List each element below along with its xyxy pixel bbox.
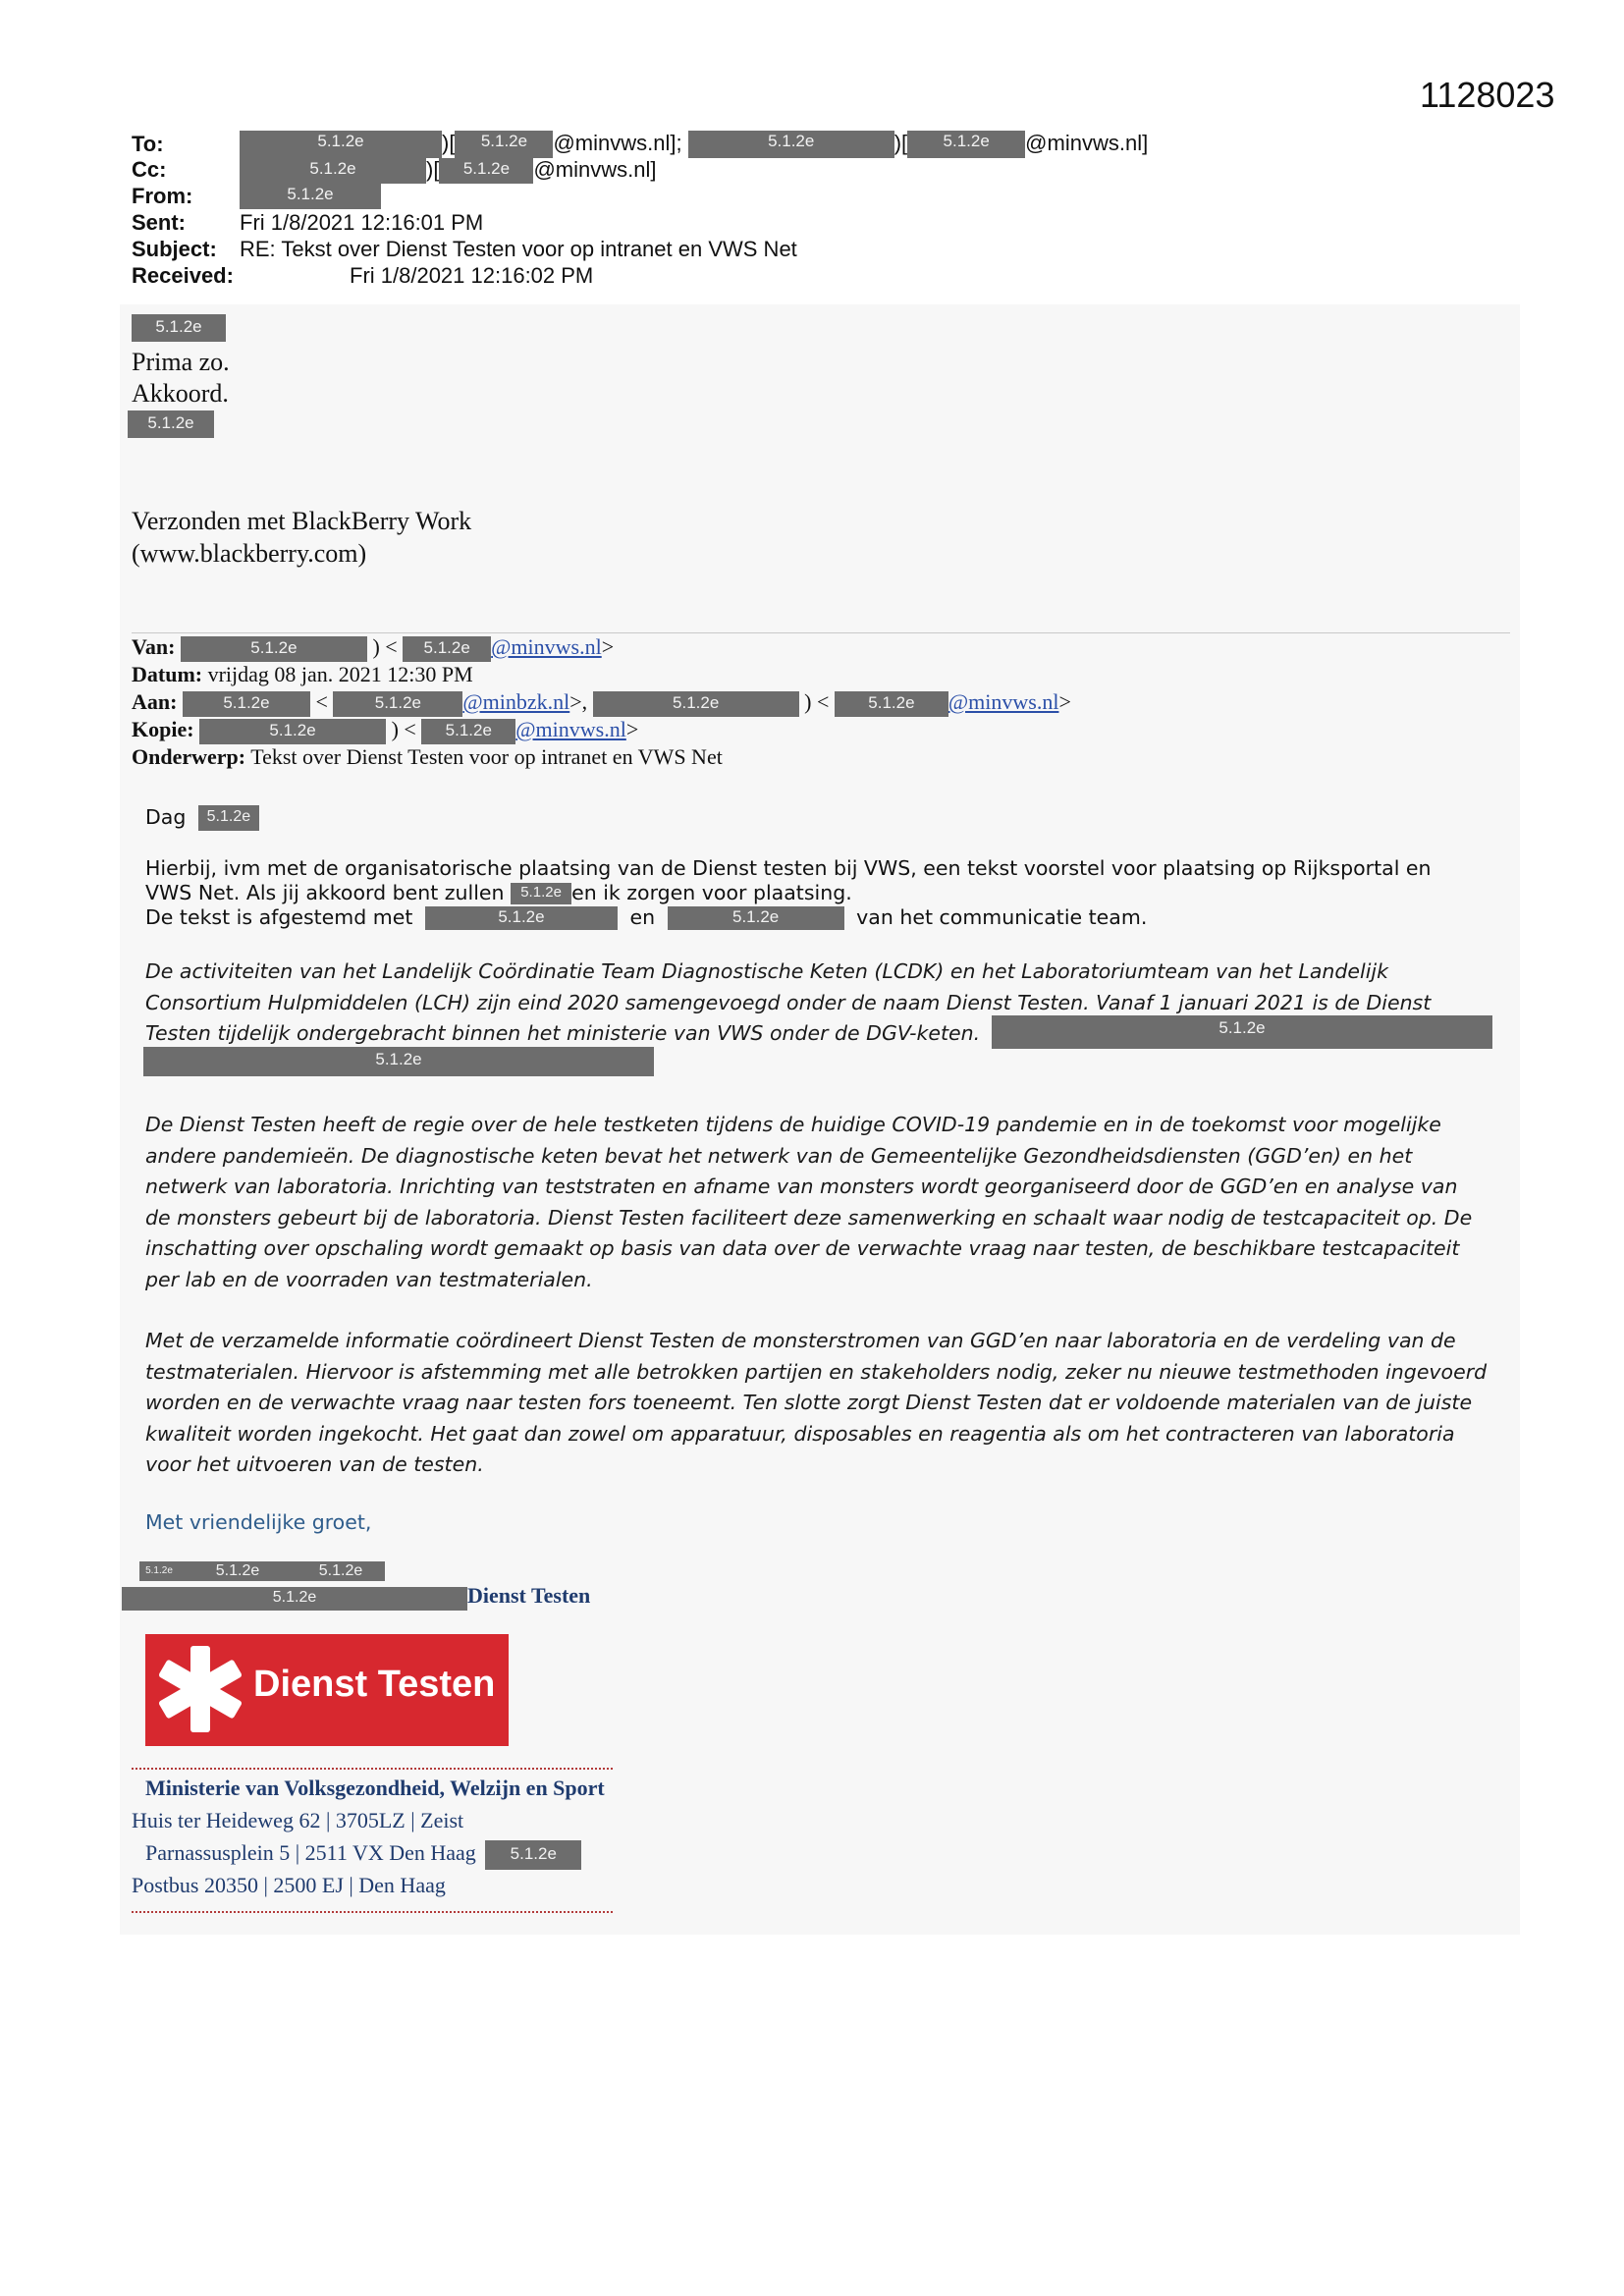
paragraph-2 (145, 1110, 1490, 1295)
p3-line: kwaliteit worden ingekocht. Het gaat dan zowel om apparatuur, disposables en reagentia als om het contracteren van laboratoria (145, 1421, 1455, 1446)
sent-value: Fri 1/8/2021 12:16:01 PM (240, 210, 484, 235)
subject-value: RE: Tekst over Dienst Testen voor op intranet en VWS Net (240, 237, 797, 261)
greeting-text: Dag (145, 805, 187, 829)
aan-email-link-1[interactable]: @minbzk.nl (462, 689, 570, 714)
p2-line: per lab en de voorraden van testmaterialen. (145, 1267, 593, 1291)
datum-value: vrijdag 08 jan. 2021 12:30 PM (207, 662, 473, 686)
signature-org: Dienst Testen (467, 1583, 591, 1608)
redaction-box: 5.1.2e (199, 719, 386, 744)
sent-label: Sent: (132, 210, 186, 235)
aan-label: Aan: (132, 689, 178, 714)
signature-redaction-row-1 (139, 1561, 385, 1581)
forward-aan: Aan: 5.1.2e < 5.1.2e @minbzk.nl>, 5.1.2e ) < 5.1.2e @minvws.nl> (132, 689, 1071, 717)
p1-line: Consortium Hulpmiddelen (LCH) zijn eind 2020 samengevoegd onder de naam Dienst Testen. Vanaf 1 januari 2021 is de Dienst (145, 990, 1432, 1014)
address-line-3: Postbus 20350 | 2500 EJ | Den Haag (132, 1873, 446, 1897)
p2-line: netwerk van laboratoria. Inrichting van teststraten en afname van monsters wordt georganiseerd door de GGD’en en analyse van (145, 1175, 1458, 1198)
cc-value: 5.1.2e )[ 5.1.2e @minvws.nl] (240, 157, 656, 184)
sent-with-line-2: (www.blackberry.com) (132, 539, 367, 568)
redaction-box: 5.1.2e (668, 906, 844, 930)
redaction-box: 5.1.2e (198, 805, 259, 831)
redaction-box: 5.1.2e (439, 158, 533, 184)
reply-signature-redaction (128, 410, 214, 438)
intro-3a: De tekst is afgestemd met (145, 905, 413, 929)
from-value (240, 183, 381, 209)
ministry-name: Ministerie van Volksgezondheid, Welzijn en Sport (145, 1776, 605, 1800)
redaction-box: 5.1.2e (455, 131, 553, 158)
redaction-box: 5.1.2e (425, 906, 618, 930)
redaction-box: 5.1.2e (132, 314, 226, 342)
address-2-text: Parnassusplein 5 | 2511 VX Den Haag (145, 1840, 476, 1866)
redaction-box: 5.1.2e (240, 131, 442, 158)
from-label: From: (132, 184, 193, 208)
dotted-separator-bottom (132, 1911, 613, 1913)
p2-line: inschatting over opschaling wordt gemaakt op basis van data over de verwachte vraag naar testen, de beschikbare testcapaciteit (145, 1236, 1460, 1260)
to-value: 5.1.2e )[ 5.1.2e @minvws.nl]; 5.1.2e )[ 5.1.2e @minvws.nl] (240, 131, 1148, 158)
redaction-box: 5.1.2e (143, 1047, 654, 1076)
p2-line: De Dienst Testen heeft de regie over de hele testketen tijdens de huidige COVID-19 pandemie en in de toekomst voor mogelijke (145, 1113, 1441, 1136)
p1-redaction-right (992, 1015, 1492, 1049)
intro-2b: en ik zorgen voor plaatsing. (571, 881, 852, 904)
onderwerp-value: Tekst over Dienst Testen voor op intranet en VWS Net (250, 744, 723, 769)
redaction-box: 5.1.2e (992, 1015, 1492, 1049)
intro-line-2 (145, 881, 1500, 905)
p3-line: Met de verzamelde informatie coördineert Dienst Testen de monsterstromen van GGD’en naar laboratoria en de verdeling van de (145, 1329, 1456, 1352)
redaction-box: 5.1.2e (139, 1561, 179, 1581)
forward-onderwerp (132, 744, 723, 770)
redaction-box: 5.1.2e (240, 184, 381, 209)
van-label: Van: (132, 634, 176, 659)
dotted-separator-top (132, 1768, 613, 1770)
address-line-2 (145, 1840, 581, 1870)
redaction-box: 5.1.2e (128, 410, 214, 438)
to-label: To: (132, 132, 164, 156)
redaction-box: 5.1.2e (688, 131, 894, 158)
forward-datum (132, 662, 473, 687)
logo-text: Dienst Testen (253, 1664, 496, 1705)
redaction-box: 5.1.2e (907, 131, 1025, 158)
redaction-box: 5.1.2e (511, 883, 571, 904)
address-line-1: Huis ter Heideweg 62 | 3705LZ | Zeist (132, 1808, 464, 1832)
p1-line: De activiteiten van het Landelijk Coördinatie Team Diagnostische Keten (LCDK) en het Laboratoriumteam van het Landelijk (145, 959, 1388, 983)
kopie-email-link[interactable]: @minvws.nl (515, 717, 626, 741)
p1-line: Testen tijdelijk ondergebracht binnen het ministerie van VWS onder de DGV-keten. (145, 1021, 981, 1045)
star-of-life-icon (151, 1640, 249, 1738)
divider (132, 632, 1510, 633)
p1-redaction-left (143, 1047, 654, 1076)
onderwerp-label: Onderwerp: (132, 744, 246, 769)
datum-label: Datum: (132, 662, 203, 686)
kopie-label: Kopie: (132, 717, 194, 741)
redaction-box: 5.1.2e (485, 1840, 581, 1870)
p2-line: de monsters gebeurt bij de laboratoria. Dienst Testen faciliteert deze samenwerking en schaalt waar nodig de testcapaciteit op. De (145, 1205, 1473, 1230)
van-email-link[interactable]: @minvws.nl (491, 634, 602, 659)
p3-line: testmaterialen. Hiervoor is afstemming met alle betrokken partijen en stakeholders nodig, zeker nu nieuwe testmethoden ingevoerd (145, 1359, 1488, 1384)
subject-label: Subject: (132, 237, 217, 261)
intro-line-3 (145, 905, 1500, 930)
reply-sender-redaction (132, 314, 226, 342)
greeting (145, 805, 1500, 831)
redaction-box: 5.1.2e (240, 158, 426, 184)
to-domain-1: @minvws.nl]; (553, 131, 682, 155)
redaction-box: 5.1.2e (333, 691, 462, 717)
cc-domain: @minvws.nl] (533, 157, 657, 182)
received-value: Fri 1/8/2021 12:16:02 PM (350, 263, 594, 288)
aan-email-link-2[interactable]: @minvws.nl (947, 689, 1059, 714)
redaction-box: 5.1.2e (183, 691, 310, 717)
reply-line-2: Akkoord. (132, 379, 229, 408)
paragraph-3 (145, 1326, 1490, 1481)
dienst-testen-logo (145, 1634, 509, 1746)
redaction-box: 5.1.2e (122, 1587, 467, 1611)
redaction-box: 5.1.2e (181, 636, 367, 662)
p3-line: voor het uitvoeren van de testen. (145, 1452, 484, 1476)
intro-line-1: Hierbij, ivm met de organisatorische plaatsing van de Dienst testen bij VWS, een tekst voorstel voor plaatsing op Rijksportal en (145, 856, 1432, 880)
redaction-box: 5.1.2e (403, 636, 491, 662)
redaction-box: 5.1.2e (421, 719, 515, 744)
received-label: Received: (132, 263, 234, 288)
reply-line-1: Prima zo. (132, 348, 230, 376)
signature-line (122, 1583, 590, 1611)
cc-label: Cc: (132, 157, 167, 182)
forward-van: Van: 5.1.2e ) < 5.1.2e @minvws.nl> (132, 634, 614, 662)
forward-kopie: Kopie: 5.1.2e ) < 5.1.2e @minvws.nl> (132, 717, 638, 744)
closing: Met vriendelijke groet, (145, 1510, 372, 1534)
redaction-box: 5.1.2e (593, 691, 799, 717)
sent-with-line-1: Verzonden met BlackBerry Work (132, 507, 472, 535)
redaction-box: 5.1.2e (835, 691, 948, 717)
redaction-box: 5.1.2e (297, 1561, 385, 1581)
intro-3b: en (629, 905, 656, 929)
redaction-box: 5.1.2e (179, 1561, 297, 1581)
p3-line: worden en de verwachte vraag naar testen fors toeneemt. Ten slotte zorgt Dienst Testen dat er voldoende materialen van de juiste (145, 1391, 1473, 1414)
intro-2a: VWS Net. Als jij akkoord bent zullen (145, 881, 505, 904)
p2-line: andere pandemieën. De diagnostische keten bevat het netwerk van de Gemeentelijke Gezondheidsdiensten (GGD’en) en het (145, 1143, 1413, 1168)
intro-3c: van het communicatie team. (856, 905, 1148, 929)
document-number: 1128023 (1420, 75, 1555, 115)
to-domain-2: @minvws.nl] (1025, 131, 1149, 155)
